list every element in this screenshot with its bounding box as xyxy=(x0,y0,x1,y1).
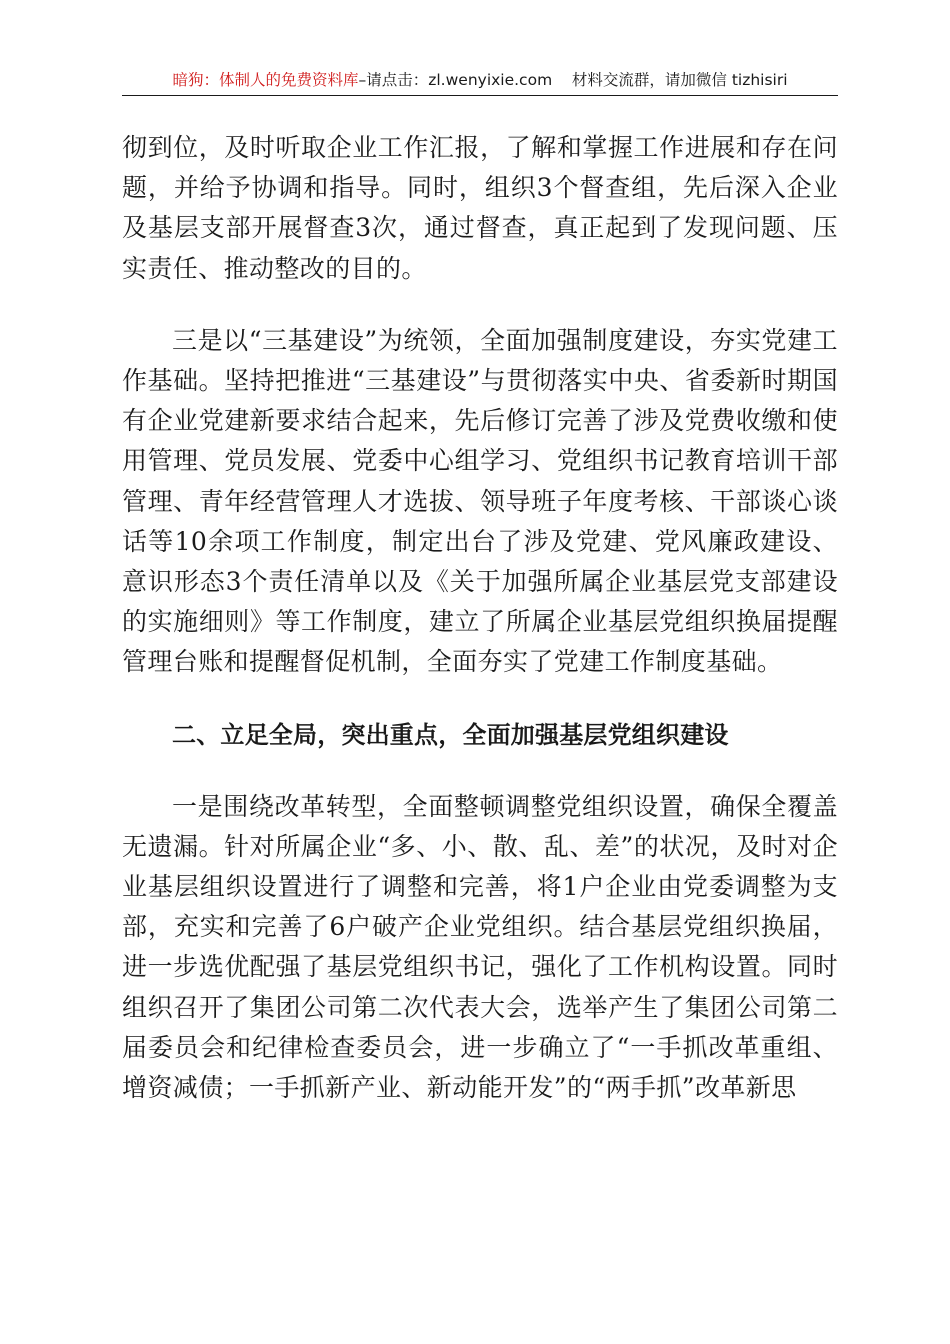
paragraph-gap xyxy=(122,289,838,321)
header-click-prompt: –请点击： xyxy=(358,71,429,89)
header-divider xyxy=(122,95,838,96)
paragraph-continuation: 彻到位，及时听取企业工作汇报，了解和掌握工作进展和存在问题，并给予协调和指导。同时，组织3个督查组，先后深入企业及基层支部开展督查3次，通过督查，真正起到了发现问题、压实责任、推动整改的目的。 xyxy=(122,133,838,283)
paragraph-gap xyxy=(122,683,838,715)
header-site-name: 暗狗：体制人的免费资料库 xyxy=(172,71,359,89)
header-group-note: 材料交流群，请加微信 tizhisiri xyxy=(571,71,788,89)
section-heading: 二、立足全局，突出重点，全面加强基层党组织建设 xyxy=(172,720,729,749)
paragraph-three-foundations: 三是以“三基建设”为统领，全面加强制度建设，夯实党建工作基础。坚持把推进“三基建设”与贯彻落实中央、省委新时期国有企业党建新要求结合起来，先后修订完善了涉及党费收缴和使用管理、党员发展、党委中心组学习、党组织书记教育培训干部管理、青年经营管理人才选拔、领导班子年度考核、干部谈心谈话等10余项工作制度，制定出台了涉及党建、党风廉政建设、意识形态3个责任清单以及《关于加强所属企业基层党支部建设的实施细则》等工作制度，建立了所属企业基层党组织换届提醒管理台账和提醒督促机制，全面夯实了党建工作制度基础。 xyxy=(122,325,838,677)
document-body xyxy=(122,128,838,1108)
header-spacer xyxy=(552,71,572,89)
header-url-link[interactable]: zl.wenyixie.com xyxy=(428,71,553,89)
paragraph-reform-transition: 一是围绕改革转型，全面整顿调整党组织设置，确保全覆盖无遗漏。针对所属企业“多、小、散、乱、差”的状况，及时对企业基层组织设置进行了调整和完善，将1户企业由党委调整为支部，充实和完善了6户破产企业党组织。结合基层党组织换届，进一步选优配强了基层党组织书记，强化了工作机构设置。同时组织召开了集团公司第二次代表大会，选举产生了集团公司第二届委员会和纪律检查委员会，进一步确立了“一手抓改革重组、增资减债；一手抓新产业、新动能开发”的“两手抓”改革新思 xyxy=(122,791,838,1103)
paragraph-gap xyxy=(122,755,838,787)
page-header xyxy=(122,66,838,94)
